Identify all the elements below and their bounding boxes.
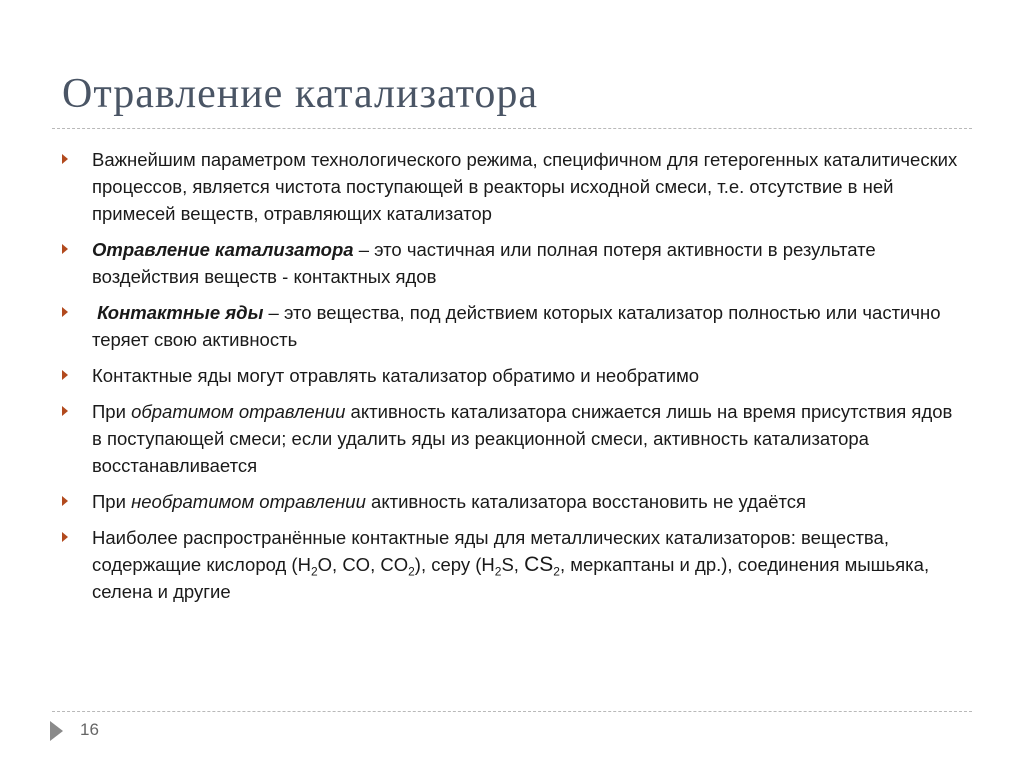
term-contact-poisons: Контактные яды [97,302,264,323]
triangle-bullet-icon [62,244,68,254]
list-item [62,488,967,515]
triangle-bullet-icon [62,370,68,380]
bullet-text: Контактные яды могут отравлять катализатор обратимо и необратимо [92,365,700,386]
bullet-text: – это частичная или полная потеря активности в результате воздействия веществ - контактных ядов [92,239,876,287]
list-item [62,524,967,605]
page-number: 16 [80,720,99,739]
play-triangle-icon [50,721,63,741]
bullet-text: активность катализатора снижается лишь на время присутствия ядов в поступающей смеси; если удалить яды из реакционной смеси, активность катализатора восстанавливается [92,401,953,476]
bullet-text: активность катализатора восстановить не удаётся [365,491,807,512]
term-poisoning: Отравление катализатора [92,239,354,260]
term-reversible: обратимом отравлении [131,401,346,422]
list-item [62,236,967,290]
subscript: 2 [310,564,318,579]
triangle-bullet-icon [62,496,68,506]
subscript: 2 [553,564,560,579]
subscript: 2 [408,564,415,579]
list-item [62,299,967,353]
bullet-list [62,146,967,614]
list-item [62,362,967,389]
formula-cs: CS [524,553,554,576]
bullet-text: , меркаптаны и др.), соединения мышьяка, селена и другие [92,554,930,602]
bullet-text: Важнейшим параметром технологического режима, специфичном для гетерогенных каталитических процессов, является чистота поступающей в реакторы исходной смеси, т.е. отсутствие в ней примесей веществ, отравляющих катализатор [92,149,958,224]
triangle-bullet-icon [62,154,68,164]
subscript: 2 [494,564,502,579]
term-irreversible: необратимом отравлении [131,491,366,512]
slide-title: Отравление катализатора [62,71,539,117]
bullet-text: Наиболее распространённые контактные яды для металлических катализаторов: [92,527,801,548]
title-divider [52,128,972,129]
list-item [62,398,967,479]
triangle-bullet-icon [62,406,68,416]
list-item [62,146,967,227]
bullet-text: O, CO, CO [317,554,409,575]
triangle-bullet-icon [62,307,68,317]
bullet-text: S, [501,554,525,575]
bullet-text: – это вещества, под действием которых катализатор полностью или частично теряет свою активность [92,302,941,350]
bullet-text: ), серу (H [414,554,495,575]
bullet-text-lead: При [92,491,132,512]
footer-divider [52,711,972,712]
triangle-bullet-icon [62,532,68,542]
bullet-text-lead: При [92,401,132,422]
bullet-text: вещества, содержащие кислород (H [92,527,889,575]
